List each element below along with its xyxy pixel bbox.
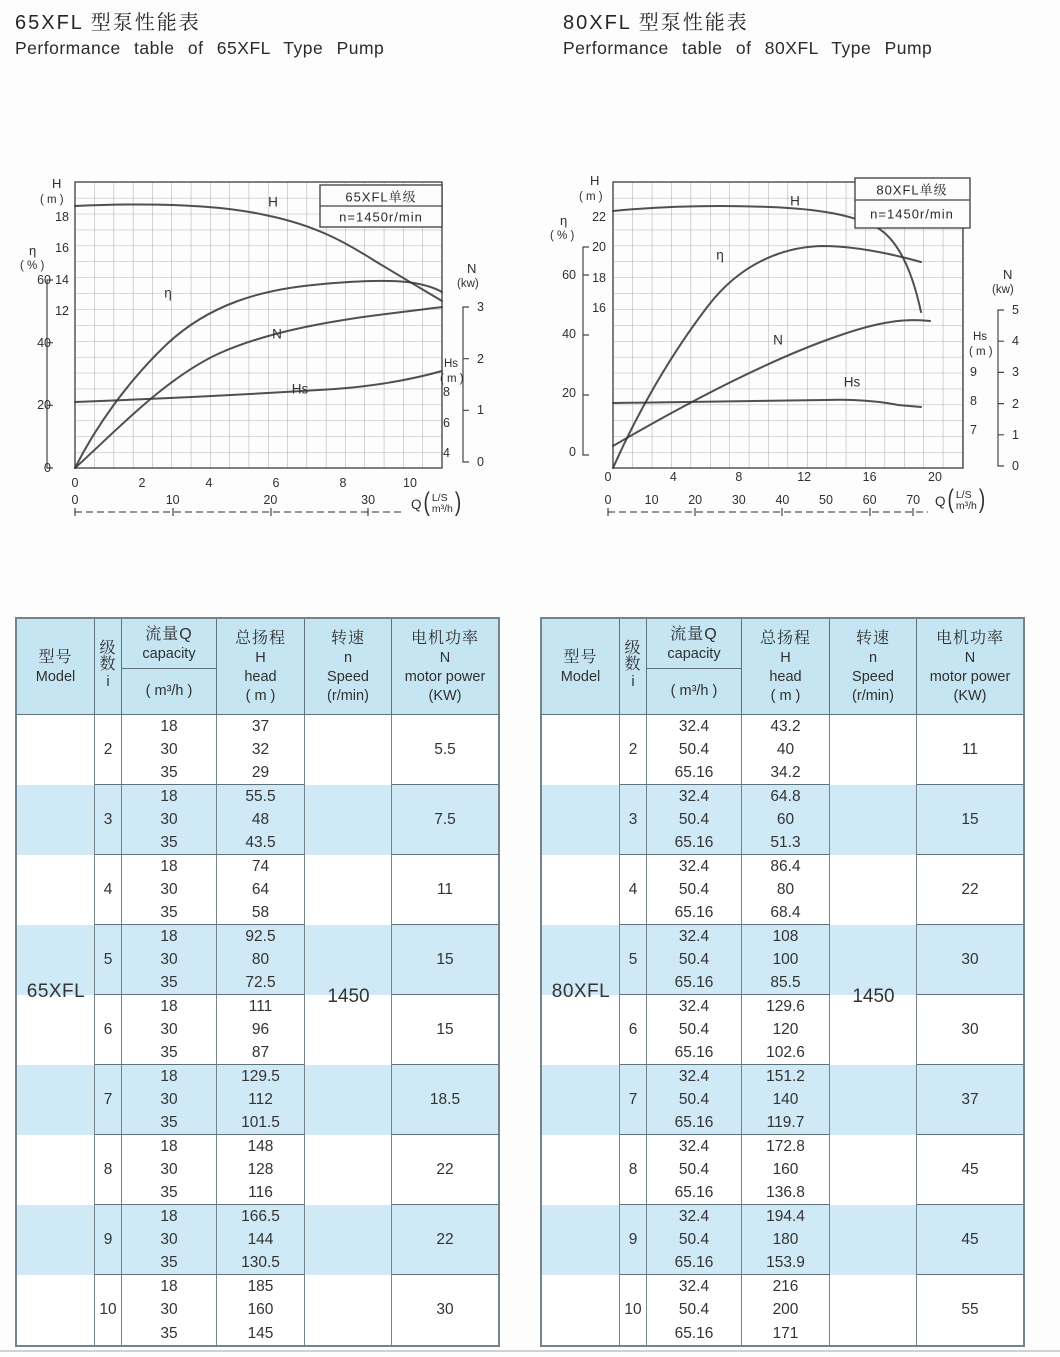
capacity-cell: 18 30 35 (122, 715, 217, 785)
head-cell: 64.8 60 51.3 (742, 785, 830, 855)
model-cell (17, 1275, 95, 1345)
tick-label: 0 (71, 493, 79, 507)
tick-label: 4 (1012, 334, 1019, 349)
stage-cell: 8 (620, 1135, 647, 1205)
stage-group-row (17, 715, 498, 785)
table-body (17, 715, 498, 1345)
header-power (917, 619, 1023, 714)
tick-label: 12 (797, 470, 812, 484)
header-power-unit: (KW) (428, 687, 462, 704)
q-axis-label (411, 489, 462, 518)
tick-label: 30 (731, 493, 746, 507)
tick-label: 40 (562, 327, 576, 341)
header-power-en: motor power (929, 668, 1011, 685)
header-stage-en: i (106, 674, 110, 690)
n-axis-title: N (467, 261, 477, 276)
tick-label: 0 (604, 493, 612, 507)
stage-cell: 2 (620, 715, 647, 785)
curve-label-h: H (790, 193, 800, 209)
speed-value: 1450 (852, 986, 895, 1007)
head-cell: 166.5 144 130.5 (217, 1205, 305, 1275)
table-header (17, 619, 498, 715)
curve-label-n: N (773, 332, 783, 348)
tick-label: 20 (928, 470, 942, 484)
stage-cell: 2 (95, 715, 122, 785)
stage-cell: 10 (95, 1275, 122, 1345)
eta-axis-bracket (47, 280, 53, 468)
capacity-cell: 32.4 50.4 65.16 (647, 995, 742, 1065)
tick-label: 8 (970, 394, 977, 408)
n-axis-bracket (998, 310, 1004, 466)
n-axis-unit: (kw) (457, 278, 479, 290)
capacity-cell: 32.4 50.4 65.16 (647, 1205, 742, 1275)
speed-cell (830, 855, 917, 925)
stage-cell: 3 (620, 785, 647, 855)
title-zh-65xfl: 65XFL 型泵性能表 (15, 12, 201, 34)
h-axis-title: H (52, 176, 62, 191)
legend-speed: n=1450r/min (339, 209, 423, 225)
header-head (742, 619, 830, 714)
head-cell: 185 160 145 (217, 1275, 305, 1345)
model-value: 65XFL (26, 981, 86, 1002)
capacity-cell: 32.4 50.4 65.16 (647, 855, 742, 925)
header-capacity (122, 619, 217, 714)
power-cell: 15 (392, 995, 498, 1065)
q-letter: Q (411, 496, 422, 512)
tick-label: 8 (735, 470, 743, 484)
header-stage-zh1: 级 (99, 640, 117, 657)
header-capacity-zh: 流量Q (145, 625, 193, 643)
hs-axis-unit: ( m ) (969, 346, 993, 358)
header-model-zh: 型号 (38, 648, 73, 666)
tick-label: 6 (272, 476, 280, 490)
speed-cell (830, 715, 917, 785)
header-speed-unit: (r/min) (852, 687, 894, 704)
header-power (392, 619, 498, 714)
speed-cell (830, 1065, 917, 1135)
stage-cell: 9 (95, 1205, 122, 1275)
speed-cell (305, 925, 392, 995)
chart-80xfl (540, 160, 1060, 530)
head-cell: 37 32 29 (217, 715, 305, 785)
tick-label: 60 (562, 268, 576, 282)
capacity-cell: 32.4 50.4 65.16 (647, 715, 742, 785)
tick-label: 16 (862, 470, 877, 484)
stage-cell: 7 (620, 1065, 647, 1135)
power-cell: 22 (392, 1135, 498, 1205)
header-stage-en: i (631, 674, 635, 690)
title-zh-80xfl: 80XFL 型泵性能表 (563, 12, 749, 34)
stage-group-row (17, 995, 498, 1065)
capacity-cell: 18 30 35 (122, 1135, 217, 1205)
eta-axis-title: η (560, 213, 568, 228)
tick-label: 16 (592, 300, 606, 315)
curve-label-eta: η (716, 247, 724, 263)
tick-label: 6 (443, 415, 450, 430)
model-cell (17, 1205, 95, 1275)
tick-label: 0 (569, 445, 576, 459)
tick-label: 16 (55, 241, 69, 256)
tick-label: 20 (263, 493, 278, 507)
capacity-cell: 32.4 50.4 65.16 (647, 1135, 742, 1205)
capacity-cell: 32.4 50.4 65.16 (647, 785, 742, 855)
header-stage-zh1: 级 (624, 640, 642, 657)
tick-label: 10 (403, 476, 417, 490)
header-stage (620, 619, 647, 714)
stage-group-row (542, 1205, 1023, 1275)
head-cell: 111 96 87 (217, 995, 305, 1065)
head-cell: 129.6 120 102.6 (742, 995, 830, 1065)
tick-label: 9 (970, 365, 977, 379)
capacity-cell: 18 30 35 (122, 925, 217, 995)
speed-cell (830, 1275, 917, 1345)
tick-label: 0 (71, 476, 79, 490)
table-80xfl (540, 617, 1025, 1347)
model-cell (542, 715, 620, 785)
speed-value: 1450 (327, 986, 370, 1007)
head-cell: 74 64 58 (217, 855, 305, 925)
tick-label: 18 (55, 210, 69, 224)
stage-group-row (17, 1205, 498, 1275)
tick-label: 70 (906, 493, 921, 507)
head-cell: 92.5 80 72.5 (217, 925, 305, 995)
stage-group-row (542, 1135, 1023, 1205)
speed-cell (305, 1065, 392, 1135)
stage-cell: 5 (620, 925, 647, 995)
header-speed-en: Speed (852, 668, 894, 685)
header-capacity (647, 619, 742, 714)
brace-close-icon: ) (454, 489, 462, 518)
tick-label: 2 (477, 351, 484, 366)
table-header (542, 619, 1023, 715)
eta-axis-unit: ( % ) (20, 260, 45, 272)
tick-label: 10 (644, 493, 659, 507)
header-stage-zh2: 数 (99, 656, 117, 673)
tick-label: 10 (165, 493, 180, 507)
legend-model: 80XFL单级 (876, 182, 948, 198)
head-cell: 172.8 160 136.8 (742, 1135, 830, 1205)
tick-label: 3 (1012, 365, 1019, 380)
header-power-sym: N (439, 649, 451, 666)
capacity-cell: 32.4 50.4 65.16 (647, 1065, 742, 1135)
head-cell: 216 200 171 (742, 1275, 830, 1345)
n-axis-title: N (1003, 267, 1013, 282)
header-capacity-unit: ( m³/h ) (670, 683, 718, 699)
tick-label: 7 (970, 423, 977, 437)
q-axis-label (935, 486, 986, 515)
capacity-cell: 32.4 50.4 65.16 (647, 925, 742, 995)
tick-label: 20 (37, 398, 51, 413)
power-cell: 45 (917, 1135, 1023, 1205)
tick-label: 0 (44, 461, 51, 476)
speed-cell (305, 1205, 392, 1275)
header-power-sym: N (964, 649, 976, 666)
tick-label: 14 (55, 272, 69, 287)
header-speed (305, 619, 392, 714)
power-cell: 11 (917, 715, 1023, 785)
tick-label: 0 (1012, 459, 1019, 473)
header-power-en: motor power (404, 668, 486, 685)
head-cell: 108 100 85.5 (742, 925, 830, 995)
capacity-cell: 32.4 50.4 65.16 (647, 1275, 742, 1345)
tick-label: 8 (339, 476, 347, 490)
model-cell (17, 1135, 95, 1205)
stage-cell: 5 (95, 925, 122, 995)
header-speed-sym: n (343, 649, 353, 666)
tick-label: 5 (1012, 303, 1019, 317)
speed-cell (830, 785, 917, 855)
header-model-en: Model (560, 668, 601, 685)
tick-label: 8 (443, 385, 450, 399)
table-65xfl (15, 617, 500, 1347)
model-cell (542, 1065, 620, 1135)
stage-cell: 7 (95, 1065, 122, 1135)
curve-label-h: H (268, 194, 278, 210)
model-cell (17, 855, 95, 925)
speed-cell (305, 855, 392, 925)
header-speed-en: Speed (327, 668, 369, 685)
model-cell (17, 1065, 95, 1135)
header-capacity-en: capacity (667, 645, 721, 662)
header-capacity-zh: 流量Q (670, 625, 718, 643)
stage-cell: 3 (95, 785, 122, 855)
tick-label: 22 (592, 210, 606, 224)
title-en-80xfl: Performance table of 80XFL Type Pump (563, 38, 933, 58)
capacity-cell: 18 30 35 (122, 1205, 217, 1275)
power-cell: 11 (392, 855, 498, 925)
tick-label: 0 (477, 455, 484, 470)
h-axis-title: H (590, 173, 600, 188)
header-head-sym: H (255, 649, 266, 666)
n-axis-unit: (kw) (992, 284, 1014, 296)
stage-group-row (542, 1065, 1023, 1135)
tick-label: 40 (775, 493, 790, 507)
stage-group-row (17, 855, 498, 925)
power-cell: 30 (917, 925, 1023, 995)
brace-close-icon: ) (978, 486, 986, 515)
model-cell (542, 1135, 620, 1205)
head-cell: 194.4 180 153.9 (742, 1205, 830, 1275)
power-cell: 15 (392, 925, 498, 995)
head-cell: 43.2 40 34.2 (742, 715, 830, 785)
model-cell (17, 715, 95, 785)
capacity-cell: 18 30 35 (122, 1275, 217, 1345)
stage-group-row (542, 995, 1023, 1065)
power-cell: 5.5 (392, 715, 498, 785)
brace-open-icon: ( (947, 486, 954, 515)
curve-label-hs: Hs (291, 381, 309, 397)
page-bottom-rule (0, 1350, 1060, 1352)
hs-axis-unit: ( m ) (440, 373, 464, 385)
header-power-zh: 电机功率 (410, 629, 479, 647)
speed-cell (830, 925, 917, 995)
stage-cell: 8 (95, 1135, 122, 1205)
stage-group-row (542, 855, 1023, 925)
q-unit-m3h: m³/h (431, 503, 453, 515)
power-cell: 55 (961, 1301, 979, 1318)
power-cell: 30 (436, 1301, 454, 1318)
stage-cell: 4 (620, 855, 647, 925)
curve-label-n: N (272, 326, 282, 342)
tick-label: 30 (361, 493, 376, 507)
header-head-unit: ( m ) (770, 687, 801, 704)
legend-speed: n=1450r/min (870, 206, 954, 222)
header-speed-zh: 转速 (855, 629, 890, 647)
header-power-unit: (KW) (953, 687, 987, 704)
header-capacity-en: capacity (142, 645, 196, 662)
capacity-cell: 18 30 35 (122, 995, 217, 1065)
tick-label: 1 (477, 403, 484, 418)
stage-group-row (542, 785, 1023, 855)
stage-cell: 6 (95, 995, 122, 1065)
tick-label: 12 (55, 303, 69, 318)
power-cell: 37 (917, 1065, 1023, 1135)
model-value: 80XFL (551, 981, 611, 1002)
header-speed-zh: 转速 (330, 629, 365, 647)
power-cell: 22 (917, 855, 1023, 925)
header-head-en: head (769, 668, 802, 685)
tick-label: 50 (819, 493, 833, 507)
header-head-sym: H (780, 649, 791, 666)
stage-cell: 9 (620, 1205, 647, 1275)
q-unit-ls: L/S (431, 492, 448, 504)
capacity-cell: 18 30 35 (122, 1065, 217, 1135)
head-cell: 148 128 116 (217, 1135, 305, 1205)
header-power-zh: 电机功率 (935, 629, 1004, 647)
tick-label: 60 (37, 273, 51, 287)
model-cell (542, 1275, 620, 1345)
model-cell (542, 1205, 620, 1275)
tick-label: 4 (669, 470, 677, 484)
table-body (542, 715, 1023, 1345)
eta-axis-title: η (29, 243, 37, 258)
brace-open-icon: ( (423, 489, 430, 518)
header-head-unit: ( m ) (245, 687, 276, 704)
tick-label: 20 (592, 240, 606, 255)
hs-axis-title: Hs (444, 358, 459, 370)
capacity-cell: 18 30 35 (122, 785, 217, 855)
stage-cell: 4 (95, 855, 122, 925)
capacity-cell: 18 30 35 (122, 855, 217, 925)
header-head-zh: 总扬程 (234, 629, 286, 647)
speed-cell (305, 785, 392, 855)
power-cell: 22 (392, 1205, 498, 1275)
header-model-en: Model (35, 668, 76, 685)
header-model (17, 619, 95, 714)
eta-axis-bracket (583, 247, 589, 455)
chart-65xfl-plot (15, 160, 500, 530)
power-cell: 15 (917, 785, 1023, 855)
hs-axis-title: Hs (973, 331, 988, 343)
curve-label-eta: η (164, 285, 172, 301)
q-unit-ls: L/S (955, 489, 972, 501)
stage-group-row (542, 1275, 1023, 1345)
legend-model: 65XFL单级 (345, 189, 417, 205)
tick-label: 0 (604, 470, 612, 484)
speed-cell (305, 715, 392, 785)
model-cell (542, 995, 620, 1065)
stage-group-row (542, 715, 1023, 785)
head-cell: 129.5 112 101.5 (217, 1065, 305, 1135)
tick-label: 4 (205, 476, 213, 490)
stage-group-row (17, 785, 498, 855)
tick-label: 2 (1012, 396, 1019, 411)
header-head-zh: 总扬程 (759, 629, 811, 647)
power-cell: 18.5 (392, 1065, 498, 1135)
model-cell (17, 995, 95, 1065)
tick-label: 2 (138, 476, 146, 490)
tick-label: 4 (443, 446, 450, 460)
head-cell: 151.2 140 119.7 (742, 1065, 830, 1135)
header-model (542, 619, 620, 714)
header-speed-unit: (r/min) (327, 687, 369, 704)
speed-cell (830, 1135, 917, 1205)
h-axis-unit: ( m ) (579, 191, 603, 203)
header-speed-sym: n (868, 649, 878, 666)
header-stage-zh2: 数 (624, 656, 642, 673)
tick-label: 20 (688, 493, 703, 507)
stage-cell: 6 (620, 995, 647, 1065)
stage-cell: 10 (620, 1275, 647, 1345)
head-cell: 55.5 48 43.5 (217, 785, 305, 855)
model-cell (542, 855, 620, 925)
h-axis-unit: ( m ) (40, 194, 64, 206)
chart-65xfl (15, 160, 500, 530)
speed-cell (830, 1205, 917, 1275)
header-model-zh: 型号 (563, 648, 598, 666)
stage-group-row (17, 1275, 498, 1345)
tick-label: 60 (862, 493, 877, 507)
tick-label: 18 (592, 270, 606, 285)
speed-cell (305, 1135, 392, 1205)
eta-axis-unit: ( % ) (550, 230, 575, 242)
stage-group-row (17, 1065, 498, 1135)
q-unit-m3h: m³/h (955, 500, 977, 512)
header-head (217, 619, 305, 714)
q-letter: Q (935, 493, 946, 509)
model-cell (17, 785, 95, 855)
tick-label: 1 (1012, 427, 1019, 442)
head-cell: 86.4 80 68.4 (742, 855, 830, 925)
power-cell: 7.5 (392, 785, 498, 855)
tick-label: 20 (562, 386, 576, 400)
header-stage (95, 619, 122, 714)
header-head-en: head (244, 668, 277, 685)
header-speed (830, 619, 917, 714)
speed-cell (305, 1275, 392, 1345)
chart-80xfl-plot (540, 160, 1060, 530)
power-cell: 30 (917, 995, 1023, 1065)
power-cell: 45 (917, 1205, 1023, 1275)
header-capacity-unit: ( m³/h ) (145, 683, 193, 699)
tick-label: 40 (37, 335, 51, 350)
tick-label: 3 (477, 300, 484, 314)
stage-group-row (17, 1135, 498, 1205)
curve-label-hs: Hs (843, 374, 861, 390)
model-cell (542, 785, 620, 855)
title-en-65xfl: Performance table of 65XFL Type Pump (15, 38, 385, 58)
